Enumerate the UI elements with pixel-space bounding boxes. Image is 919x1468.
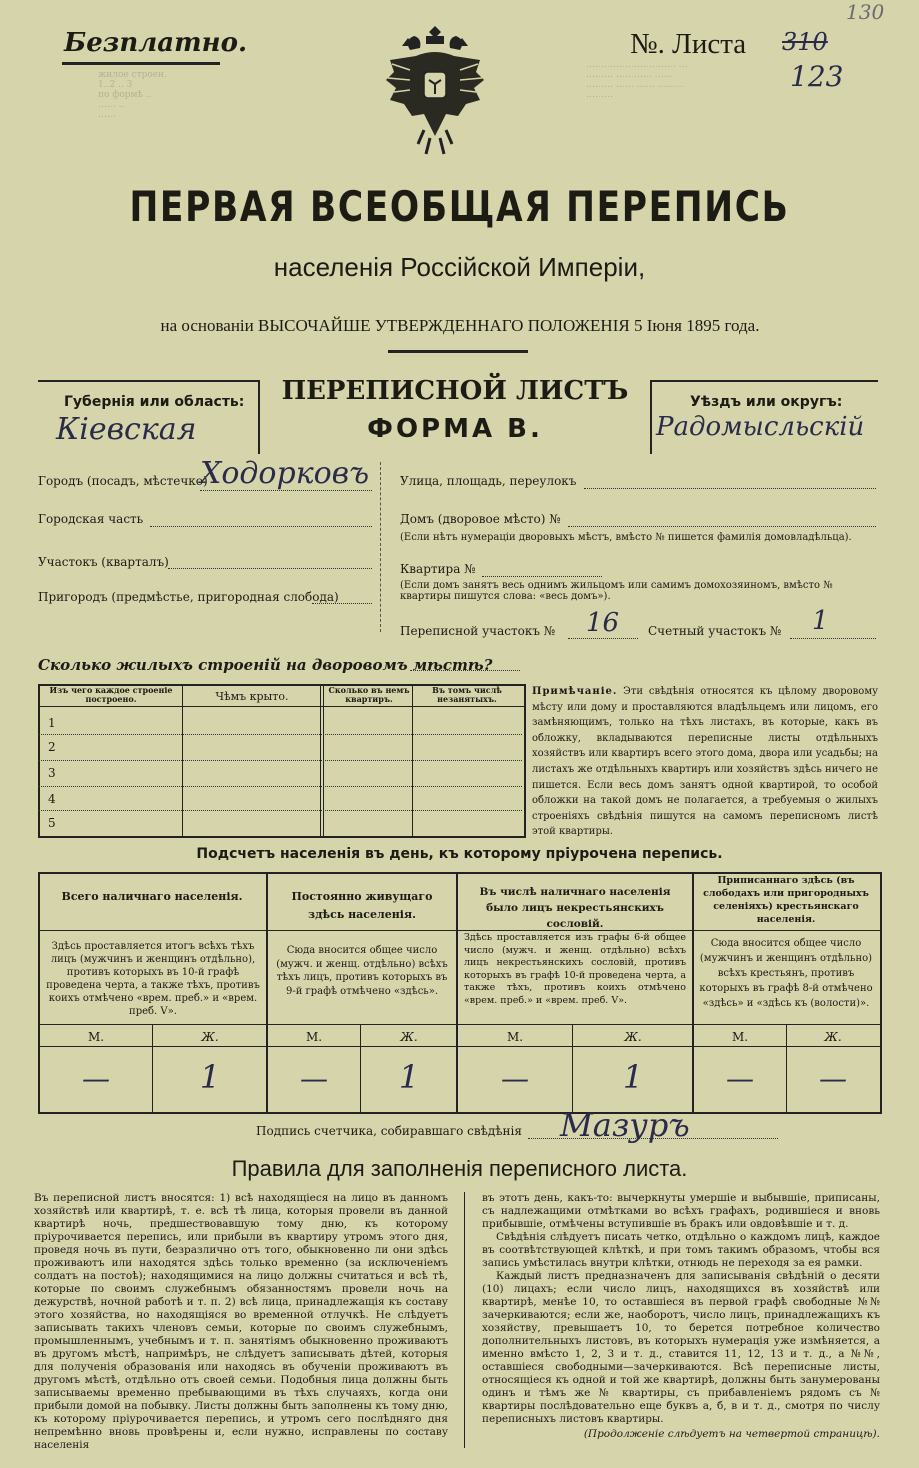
buildings-note <box>532 684 878 840</box>
rules-column-divider <box>464 1192 465 1448</box>
count-col2-desc: Сюда вносится общее число (мужч. и женщ. отдѣльно) всѣхъ тѣхъ лицъ, противъ которыхъ въ 9-й графѣ отмѣчено «здѣсь». <box>276 945 448 997</box>
count-col2-zh-label: Ж. <box>400 1030 418 1044</box>
count-col1-zh-value[interactable]: 1 <box>199 1058 221 1096</box>
buildings-row-rule <box>38 786 522 787</box>
schetny-label: Счетный участокъ № <box>648 624 782 638</box>
signature-value[interactable]: Мазуръ <box>560 1106 690 1144</box>
uchastok-label: Участокъ (кварталъ) <box>38 555 169 569</box>
buildings-row-rule <box>38 810 522 811</box>
count-col1-m-label: М. <box>87 1030 105 1044</box>
count-mzh-rule <box>38 1046 880 1047</box>
basis-line: на основаніи ВЫСОЧАЙШЕ УТВЕРЖДЕННАГО ПОЛОЖЕНІЯ 5 Іюня 1895 года. <box>160 316 760 335</box>
buildings-table <box>38 684 526 838</box>
sheet-no-label: №. Листа <box>630 28 747 60</box>
rules-right-para-1: въ этотъ день, какъ-то: вычеркнуты умершіе и выбывшіе, приписаны, съ надлежащими отмѣтками во всѣхъ графахъ, родившіеся и вновь прибывшіе, отмѣчены вступившіе въ бракъ или овдовѣвшіе и т. д. <box>482 1192 880 1230</box>
buildings-header-material: Изъ чего каждое строеніе построено. <box>49 685 173 704</box>
gubernia-label: Губернія или область: <box>64 394 245 410</box>
buildings-note-title: Примѣчаніе. <box>532 686 618 697</box>
buildings-row-5: 5 <box>48 816 56 830</box>
signature-label: Подпись счетчика, собиравшаго свѣдѣнія <box>256 1124 522 1138</box>
schetny-value[interactable]: 1 <box>812 606 829 636</box>
count-col4-head: Приписаннаго здѣсь (въ слободахъ или пригородныхъ селеніяхъ) крестьянскаго населенія. <box>703 875 869 925</box>
rules-title: Правила для заполненія переписного листа. <box>231 1156 688 1181</box>
uezd-value[interactable]: Радомысльскій <box>656 412 865 442</box>
count-col1-zh-label: Ж. <box>201 1030 219 1044</box>
buildings-row-2: 2 <box>48 740 56 754</box>
free-label: Безплатно. <box>64 28 247 58</box>
schetny-line <box>790 638 876 639</box>
buildings-table-header-rule <box>38 706 524 707</box>
title-rule <box>388 350 528 353</box>
buildings-header-vacant: Въ томъ числѣ незанятыхъ. <box>432 685 502 704</box>
count-col2-m-label: М. <box>305 1030 323 1044</box>
count-head-rule <box>38 930 880 931</box>
count-col3-zh-label: Ж. <box>624 1030 642 1044</box>
count-desc-rule <box>38 1024 880 1025</box>
buildings-question: Сколько жилыхъ строеній на дворовомъ мѣстѣ? <box>38 656 493 674</box>
rules-continued: (Продолженіе слѣдуетъ на четвертой страницѣ). <box>583 1428 880 1440</box>
count-col3-m-label: М. <box>506 1030 524 1044</box>
buildings-row-3: 3 <box>48 766 56 780</box>
count-col1-m-value[interactable]: — <box>82 1062 110 1095</box>
perepisnoy-line <box>568 638 638 639</box>
buildings-header-apartments: Сколько въ немъ квартиръ. <box>328 685 410 704</box>
gorod-value[interactable]: Ходорковъ <box>200 456 370 491</box>
perepisnoy-label: Переписной участокъ № <box>400 624 556 638</box>
address-divider <box>380 462 381 632</box>
gorod-line <box>200 490 372 491</box>
buildings-row-rule <box>38 734 522 735</box>
chast-line[interactable] <box>150 526 372 527</box>
dom-note: (Если нѣтъ нумераціи дворовыхъ мѣстъ, вмѣсто № пишется фамилія домовладѣльца). <box>400 532 852 543</box>
double-headed-eagle-icon <box>380 20 490 160</box>
count-mzh-sep <box>786 1024 787 1112</box>
dom-label: Домъ (дворовое мѣсто) № <box>400 512 561 526</box>
main-title: ПЕРВАЯ ВСЕОБЩАЯ ПЕРЕПИСЬ <box>129 182 790 231</box>
rules-left-column: Въ переписной листъ вносятся: 1) всѣ находящіеся на лицо въ данномъ хозяйствѣ или квартирѣ, т. е. всѣ тѣ лица, которыя провели въ данной квартирѣ ночь, предшествовавшую тому дню, къ которому пріурочивается перепись, или прибыли въ квартиру утромъ этого дня, проведя ночь въ пути, безразлично отъ того, обыкновенно ли они здѣсь проживаютъ или находятся здѣсь только временно (за исключеніемъ солдатъ на постоѣ); находящимися на лицо должны считаться и всѣ тѣ, которые по своимъ служебнымъ обязанностямъ провели ночь на дежурствѣ, ночной работѣ и т. п. 2) всѣ лица, принадлежащія къ составу этого хозяйства, но находящіяся во временной отлучкѣ. Не слѣдуетъ записывать такихъ членовъ семьи, которые по своимъ служебнымъ, промышленнымъ, учебнымъ и т. п. занятіямъ обыкновенно проживаютъ въ другомъ мѣстѣ, напримѣръ, не слѣдуетъ записывать дѣтей, которыя для полученія образованія или находясь въ обученіи проживаютъ въ другомъ мѣстѣ, отдѣльно отъ своей семьи. Подобныя лица должны быть записываемы временно пребывающими въ тѣхъ случаяхъ, когда они прибыли домой на побывку. Листы должны быть заполнены къ тому дню, къ которому пріурочивается перепись, и утромъ сего послѣдняго дня непремѣнно вновь провѣрены и, если нужно, исправлены по составу населенія <box>34 1192 448 1451</box>
sheet-no-value: 123 <box>790 60 844 93</box>
count-col2-zh-value[interactable]: 1 <box>398 1058 420 1096</box>
ulitsa-label: Улица, площадь, переулокъ <box>400 474 577 488</box>
count-col3-head: Въ числѣ наличнаго населенія было лицъ некрестьянскихъ сословій. <box>479 886 671 930</box>
uchastok-line[interactable] <box>168 568 372 569</box>
count-col1-desc: Здѣсь проставляется итогъ всѣхъ тѣхъ лицъ (мужчинъ и женщинъ отдѣльно), противъ которыхъ въ 10-й графѣ проведена черта, а также тѣхъ, противъ коихъ отмѣчено «врем. преб.» и «врем. преб. V». <box>46 941 260 1017</box>
bleed-through-right: ………………………… … ……… ………… …… ……… …… …… ……… ……… <box>586 60 688 100</box>
count-col2-m-value[interactable]: — <box>300 1062 328 1095</box>
count-mzh-sep <box>360 1024 361 1112</box>
kvartira-label: Квартира № <box>400 562 476 576</box>
buildings-row-rule <box>38 760 522 761</box>
sheet-no-crossed: 310 <box>782 28 828 56</box>
rules-right-para-2: Свѣдѣнія слѣдуетъ писать четко, отдѣльно о каждомъ лицѣ, каждое въ соотвѣтствующей клѣткѣ, и при томъ такимъ образомъ, чтобы вся запись умѣстилась внутри клѣтки, отнюдь не переходя за ея рамки. <box>482 1231 880 1269</box>
count-col4-desc: Сюда вносится общее число (мужчинъ и женщинъ отдѣльно) всѣхъ крестьянъ, противъ которыхъ въ графѣ 8-й отмѣчено «здѣсь» и «здѣсь къ (волости)». <box>699 938 873 1009</box>
prigorod-line[interactable] <box>312 603 372 604</box>
gorod-label: Городъ (посадъ, мѣстечко) <box>38 474 208 488</box>
count-col3-zh-value[interactable]: 1 <box>622 1058 644 1096</box>
buildings-row-4: 4 <box>48 792 56 806</box>
rules-right-column <box>482 1192 880 1440</box>
free-underline <box>62 62 220 65</box>
gubernia-value[interactable]: Кіевская <box>56 412 197 447</box>
uezd-label: Уѣздъ или округъ: <box>690 394 843 410</box>
corner-mark: 130 <box>846 0 885 24</box>
count-mzh-sep <box>152 1024 153 1112</box>
kvartira-note: (Если домъ занятъ весь однимъ жильцомъ или самимъ домохозяиномъ, вмѣсто № квартиры пишутся слова: «весь домъ»). <box>400 580 833 602</box>
buildings-question-line[interactable] <box>410 670 520 671</box>
count-title: Подсчетъ населенія въ день, къ которому пріурочена перепись. <box>196 846 723 862</box>
count-col4-m-label: М. <box>731 1030 749 1044</box>
ulitsa-line[interactable] <box>584 488 876 489</box>
count-mzh-sep <box>572 1024 573 1112</box>
form-name: ФОРМА В. <box>367 414 543 444</box>
perepisnoy-value[interactable]: 16 <box>586 608 620 638</box>
count-col3-desc: Здѣсь проставляется изъ графы 6-й общее число (мужч. и женщ. отдѣльно) всѣхъ лицъ некрестьянскихъ сословій, противъ которыхъ въ графѣ 10-й проведена черта, а также тѣхъ, противъ коихъ отмѣчено «врем. преб.» и «врем. преб. V». <box>464 932 686 1006</box>
buildings-row-1: 1 <box>48 716 56 730</box>
sub-title: населенія Россійской Имперіи, <box>273 252 646 282</box>
count-col4-zh-value[interactable]: — <box>819 1062 847 1095</box>
chast-label: Городская часть <box>38 512 144 526</box>
count-col2-head: Постоянно живущаго здѣсь населенія. <box>291 890 433 921</box>
count-col1-head: Всего наличнаго населенія. <box>61 890 243 903</box>
dom-line[interactable] <box>568 526 876 527</box>
count-col4-m-value[interactable]: — <box>726 1062 754 1095</box>
count-col3-m-value[interactable]: — <box>501 1062 529 1095</box>
bleed-through-left: жилое строен. 1..2 .. 3 по формѣ .. …… .. …… <box>98 70 167 120</box>
count-col4-zh-label: Ж. <box>824 1030 842 1044</box>
buildings-header-roof: Чѣмъ крыто. <box>215 690 289 703</box>
rules-right-para-3: Каждый листъ предназначенъ для записыванія свѣдѣній о десяти (10) лицахъ; если число лицъ, находящихся въ хозяйствѣ или квартирѣ, менѣе 10, то оставшіеся въ первой графѣ свободные №№ зачеркиваются; если же, наоборотъ, число лицъ, принадлежащихъ къ хозяйству, превышаетъ 10, то берется потребное количество дополнительныхъ листовъ, въ которыхъ нумерація уже измѣняется, а именно вмѣсто 1, 2, 3 и т. д., ставится 11, 12, 13 и т. д., а №№, оставшіеся свободными—зачеркиваются. Всѣ переписные листы, относящіеся къ одной и той же квартирѣ, должны быть занумерованы одинъ и тѣмъ же № квартиры, съ прибавленіемъ рядомъ съ № квартиры послѣдовательно еще буквъ а, б, в и т. д., смотря по числу переписныхъ листовъ квартиры. <box>482 1270 880 1425</box>
form-title: ПЕРЕПИСНОЙ ЛИСТЪ <box>281 376 629 406</box>
buildings-note-text: Эти свѣдѣнія относятся къ цѣлому дворовому мѣсту или дому и проставляются владѣльцемъ или лицомъ, его замѣняющимъ, только на тѣхъ листахъ, въ которые, какъ въ обложку, вкладываются переписные листы отдѣльныхъ хозяйствъ или квартиръ всего этого дома, двора или усадьбы; на листахъ же отдѣльныхъ квартиръ или хозяйствъ здѣсь ничего не пишется. Если весь домъ занятъ одной квартирой, то особой обложки на такой домъ не полагается, а требуемыя о жилыхъ строеніяхъ свѣдѣнія пишутся на самомъ переписномъ листѣ этой квартиры. <box>532 686 878 838</box>
kvartira-line[interactable] <box>482 576 602 577</box>
prigorod-label: Пригородъ (предмѣстье, пригородная слобода) <box>38 590 339 604</box>
